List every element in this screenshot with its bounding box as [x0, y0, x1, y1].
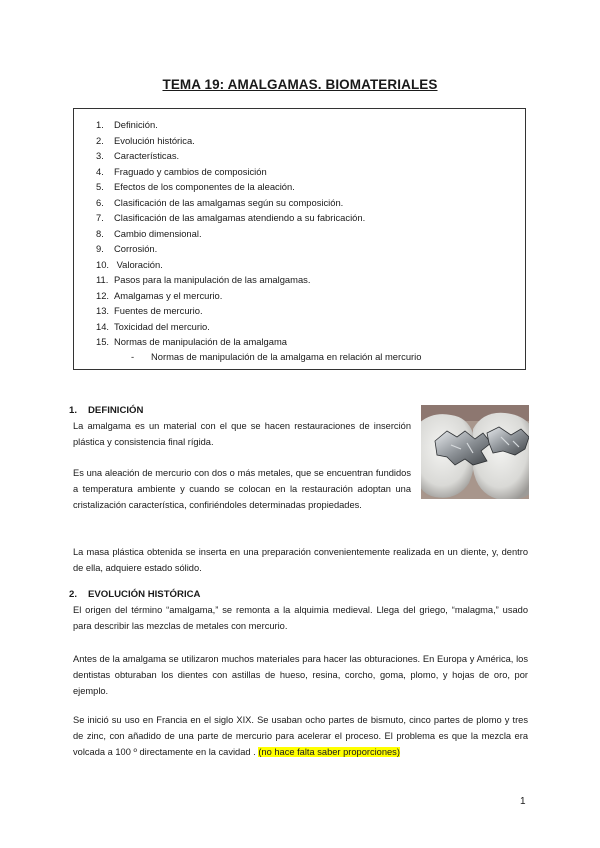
toc-item-number: 1. [96, 119, 104, 130]
paragraph: El origen del término “amalgama,” se remonta a la alquimia medieval. Llega del griego, “malagma,” usado para describir las mezclas de metales con mercurio. [73, 605, 528, 631]
toc-item [96, 117, 365, 133]
toc-item-label: Clasificación de las amalgamas según su composición. [114, 196, 344, 208]
toc-item [96, 195, 365, 211]
toc-item [96, 226, 365, 242]
toc-item [96, 257, 365, 273]
table-of-contents [73, 108, 526, 370]
section-title: DEFINICIÓN [88, 405, 144, 416]
highlighted-note: (no hace falta saber proporciones) [258, 747, 400, 757]
toc-item-label: Fuentes de mercurio. [114, 305, 203, 316]
toc-sub-dash: - [131, 351, 135, 362]
toc-item-number: 10. [96, 258, 110, 270]
toc-item-number: 7. [96, 212, 104, 223]
toc-item-label: Corrosión. [114, 243, 158, 254]
toc-item-label: Cambio dimensional. [114, 227, 202, 239]
toc-item-number: 11. [96, 274, 109, 285]
toc-item [96, 179, 365, 195]
paragraph: La masa plástica obtenida se inserta en una preparación convenientemente realizada en un diente, y, dentro de ella, adquiere estado sólido. [73, 547, 528, 573]
section-heading-evolucion [69, 589, 200, 600]
paragraph: Antes de la amalgama se utilizaron muchos materiales para hacer las obturaciones. En Europa y América, los dentistas obturaban los dientes con astillas de hueso, resina, corcho, goma, plomo, y hojas de oro, por ejemplo. [73, 654, 528, 696]
toc-item-number: 9. [96, 243, 104, 254]
toc-item-number: 15. [96, 336, 110, 347]
toc-item-label: Pasos para la manipulación de las amalgamas. [114, 274, 311, 285]
toc-item-number: 6. [96, 196, 104, 208]
toc-item [96, 319, 365, 335]
section-heading-definicion [69, 405, 143, 416]
page-number: 1 [520, 796, 526, 807]
paragraph: La amalgama es un material con el que se hacen restauraciones de inserción plástica y consistencia final rígida. [73, 421, 411, 447]
section-number: 2. [69, 589, 78, 600]
toc-item-number: 4. [96, 165, 104, 177]
toc-item [96, 241, 365, 257]
toc-item [96, 303, 365, 319]
toc-item [96, 164, 365, 180]
toc-item-label: Valoración. [114, 258, 163, 270]
page-title: TEMA 19: AMALGAMAS. BIOMATERIALES [162, 77, 438, 92]
toc-item-label: Definición. [114, 119, 158, 130]
toc-item-number: 2. [96, 134, 104, 146]
toc-item-label: Evolución histórica. [114, 134, 195, 146]
toc-list [96, 117, 365, 350]
paragraph: Es una aleación de mercurio con dos o más metales, que se encuentran fundidos a temperatura ambiente y cuando se colocan en la restauración adoptan una cristalización característica, confiriéndoles determinadas propiedades. [73, 468, 411, 510]
toc-item-label: Toxicidad del mercurio. [114, 320, 210, 332]
toc-item-number: 14. [96, 320, 110, 332]
toc-item [96, 148, 365, 164]
toc-sub-item [131, 351, 421, 362]
section-number: 1. [69, 405, 78, 416]
toc-item-label: Fraguado y cambios de composición [114, 165, 267, 177]
toc-item-number: 8. [96, 227, 104, 239]
paragraph [73, 712, 528, 760]
toc-item-label: Normas de manipulación de la amalgama [114, 336, 288, 347]
paragraph-text: Se inició su uso en Francia en el siglo XIX. Se usaban ocho partes de bismuto, cinco partes de plomo y tres de zinc, con añadido de una parte de mercurio para acelerar el proceso. El problema es que la mezcla era volcada a 100 º directamente en la cavidad . [73, 715, 528, 757]
section-title: EVOLUCIÓN HISTÓRICA [88, 589, 201, 600]
toc-item-number: 12. [96, 289, 110, 301]
amalgam-fillings-photo [421, 405, 529, 499]
toc-item-number: 5. [96, 181, 104, 192]
toc-item-label: Efectos de los componentes de la aleación. [114, 181, 295, 192]
toc-item-number: 13. [96, 305, 110, 316]
toc-sub-label: Normas de manipulación de la amalgama en relación al mercurio [151, 351, 422, 362]
toc-item [96, 272, 365, 288]
toc-item [96, 210, 365, 226]
toc-item [96, 288, 365, 304]
toc-item-number: 3. [96, 150, 104, 161]
toc-item [96, 334, 365, 350]
toc-item [96, 133, 365, 149]
toc-item-label: Características. [114, 150, 180, 161]
toc-item-label: Clasificación de las amalgamas atendiendo a su fabricación. [114, 212, 366, 223]
toc-item-label: Amalgamas y el mercurio. [114, 289, 223, 301]
